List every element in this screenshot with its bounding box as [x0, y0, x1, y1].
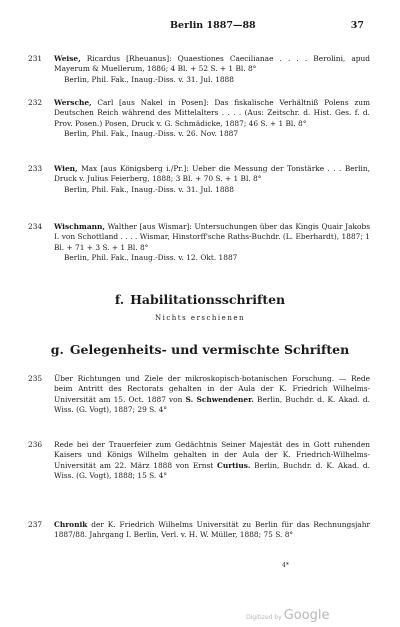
- signature-mark: 4*: [282, 562, 289, 569]
- bibliography-entry: [28, 222, 370, 264]
- section-title: Gelegenheits- und vermischte Schriften: [69, 342, 350, 357]
- entry-note: Berlin, Phil. Fak., Inaug.-Diss. v. 31. Jul. 1888: [64, 74, 234, 84]
- entry-text: Carl [aus Nakel in Posen]: Das fiskalische Verhältniß Polens zum Deutschen Reich während des Mittelalters . . . . (Aus: Zeitschr. d. Hist. Ges. f. d. Prov. Posen.) Posen, Druck v. G. Schmädicke, 1887; 46 S. + 1 Bl. 8°: [54, 98, 370, 128]
- google-logo: Google: [283, 608, 330, 623]
- bibliography-entry: [28, 164, 371, 195]
- entry-author: Wersche,: [54, 98, 92, 107]
- bibliography-entry: [28, 374, 370, 416]
- section-title: Habilitationsschriften: [130, 292, 286, 307]
- entry-number: 236: [28, 440, 43, 449]
- bibliography-entry: [28, 440, 370, 482]
- section-letter: f.: [114, 292, 125, 307]
- page-number: 37: [350, 20, 364, 31]
- page-header: [0, 20, 400, 34]
- entry-author: Wischmann,: [54, 222, 105, 231]
- entry-author: Chronik: [54, 520, 88, 529]
- bibliography-entry: [28, 54, 370, 85]
- entry-note: Berlin, Phil. Fak., Inaug.-Diss. v. 26. Nov. 1887: [64, 129, 239, 139]
- entry-text: Berlin, Buchdr. d. K. Akad. d. Wiss. (G. Vogt), 1888; 15 S. 4°: [54, 460, 370, 481]
- entry-text: Rede bei der Trauerfeier zum Gedächtnis Seiner Majestät des in Gott ruhenden Kaisers und Königs Wilhelm gehalten in der Aula der K. Friedrich-Wilhelms-Universität am 22. März 1888 von Ernst: [54, 440, 370, 470]
- entry-text: Über Richtungen und Ziele der mikroskopisch-botanischen Forschung. — Rede beim Antritt des Rectorats gehalten in der Aula der K. Friedrich Wilhelms-Universität am 15. Oct. 1887 von: [54, 374, 370, 404]
- entry-author: Wien,: [54, 164, 78, 173]
- running-title: Berlin 1887—88: [170, 20, 256, 31]
- section-letter: g.: [50, 342, 64, 357]
- entry-number: 231: [28, 54, 43, 63]
- bibliography-entry: [28, 520, 370, 541]
- entry-text: Max [aus Königsberg i./Pr.]: Ueber die Messung der Tonstärke . . . Berlin, Druck v. Julius Feierberg, 1888; 3 Bl. + 70 S. + 1 Bl. 8°: [54, 164, 371, 184]
- entry-number: 237: [28, 520, 43, 529]
- entry-number: 235: [28, 374, 43, 383]
- entry-author: S. Schwendener.: [185, 394, 254, 404]
- entry-text: Berlin, Buchdr. d. K. Akad. d. Wiss. (G. Vogt), 1887; 29 S. 4°: [54, 394, 370, 415]
- entry-author: Curtius.: [216, 460, 251, 470]
- entry-note: Berlin, Phil. Fak., Inaug.-Diss. v. 12. Okt. 1887: [64, 253, 238, 263]
- entry-text: Ricardus [Rheuanus]: Quaestiones Caecilianae . . . . Berolini, apud Mayerum & Muellerum, 1886; 4 Bl. + 52 S. + 1 Bl. 8°: [54, 54, 370, 74]
- entry-text: der K. Friedrich Wilhelms Universität zu Berlin für das Rechnungsjahr 1887/88. Jahrgang I. Berlin, Verl. v. H. W. Müller, 1888; 75 S. 8°: [54, 520, 370, 540]
- entry-author: Weise,: [54, 54, 81, 63]
- entry-text: Walther [aus Wismar]: Untersuchungen über das Kingis Quair Jakobs I. von Schottland . . . . Wismar, Hinstorff'sche Raths-Buchdr. (L. Eberhardt), 1887; 1 Bl. + 71 + 3 S. + 1 Bl. 8°: [54, 222, 370, 252]
- entry-note: Berlin, Phil. Fak., Inaug.-Diss. v. 31. Jul. 1888: [64, 184, 234, 194]
- section-subtitle: Nichts erschienen: [155, 314, 245, 322]
- bibliography-entry: [28, 98, 370, 140]
- entry-number: 232: [28, 98, 43, 107]
- entry-number: 233: [28, 164, 43, 173]
- section-heading-g: [0, 342, 400, 357]
- entry-number: 234: [28, 222, 43, 231]
- section-heading-f: [0, 292, 400, 307]
- google-watermark: [246, 604, 330, 623]
- watermark-prefix: Digitized by: [246, 614, 282, 621]
